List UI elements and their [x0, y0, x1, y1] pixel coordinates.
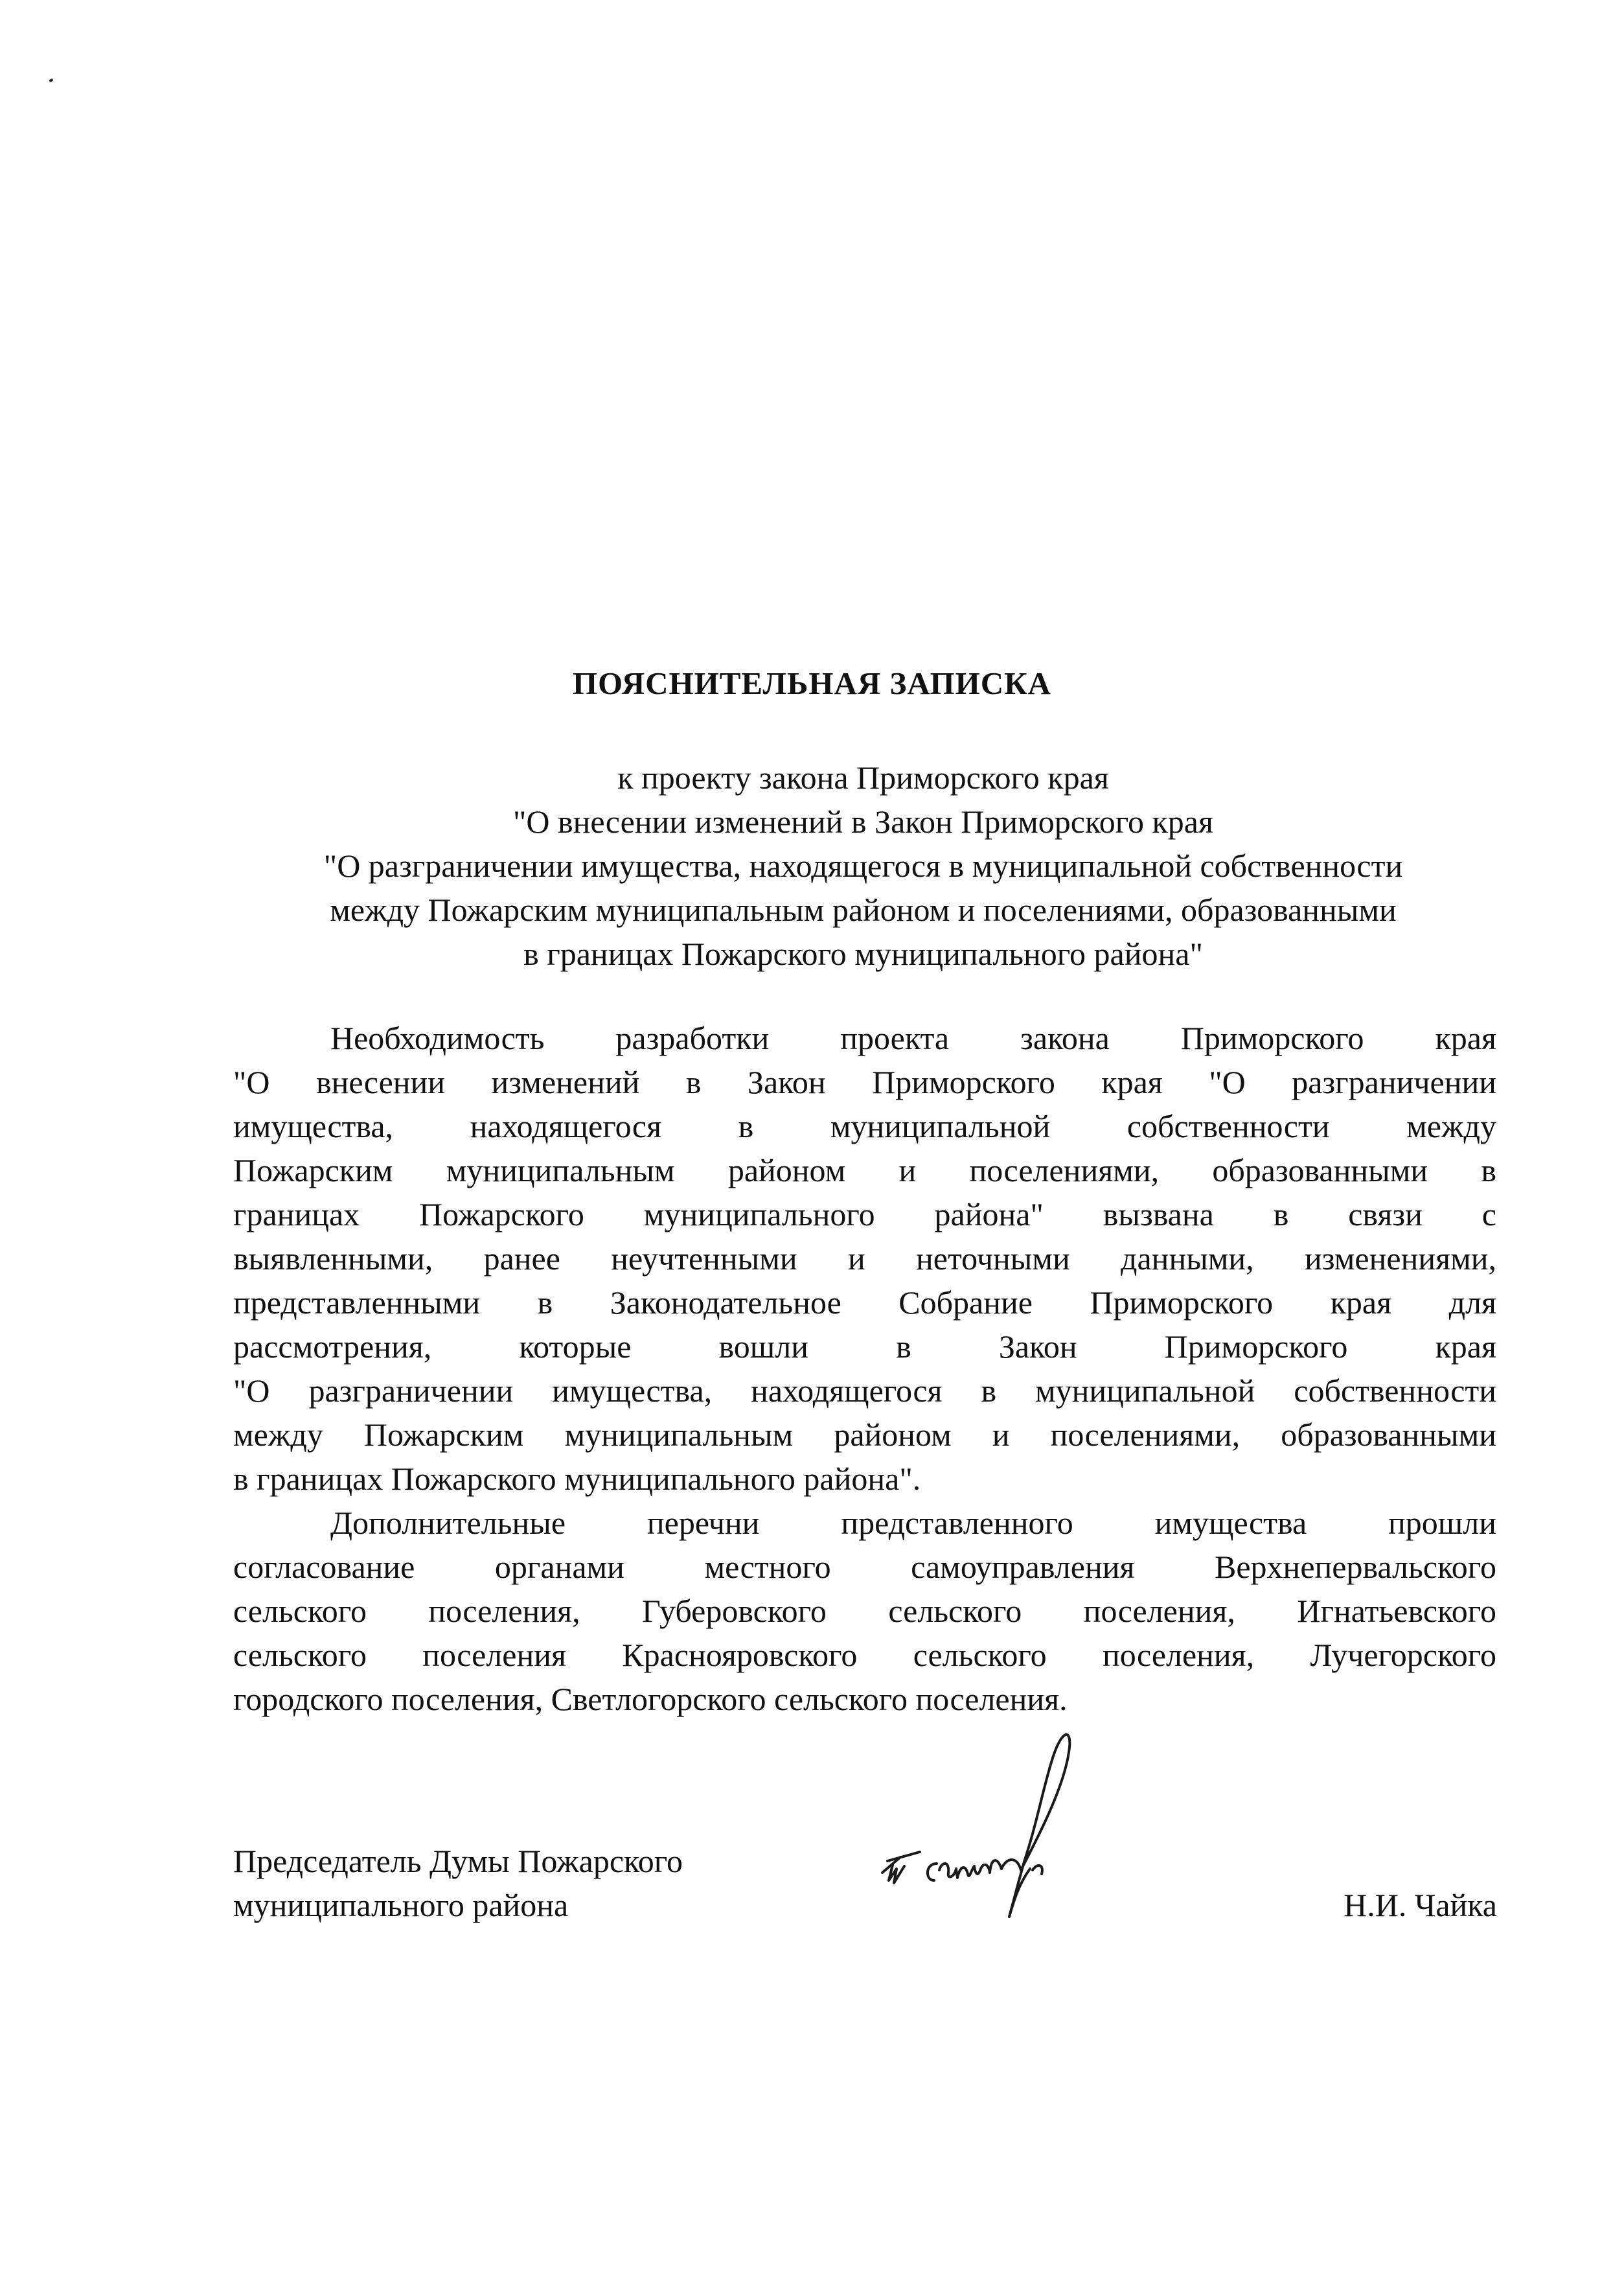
- body-line: сельского поселения, Губеровского сельского поселения, Игнатьевского: [233, 1593, 1496, 1629]
- subtitle-line: "О внесении изменений в Закон Приморского края: [512, 803, 1213, 840]
- scan-speck: [49, 78, 53, 82]
- subtitle-line: к проекту закона Приморского края: [617, 759, 1109, 796]
- signatory-position-line: муниципального района: [233, 1887, 569, 1923]
- body-line: Необходимость разработки проекта закона Приморского края: [330, 1020, 1496, 1056]
- body-line: городского поселения, Светлогорского сельского поселения.: [233, 1681, 1068, 1717]
- body-line: согласование органами местного самоуправления Верхнепервальского: [233, 1549, 1496, 1585]
- body-line: имущества, находящегося в муниципальной собственности между: [233, 1108, 1496, 1144]
- document-title: ПОЯСНИТЕЛЬНАЯ ЗАПИСКА: [572, 665, 1052, 701]
- body-line: Дополнительные перечни представленного имущества прошли: [330, 1505, 1496, 1541]
- body-line: сельского поселения Краснояровского сельского поселения, Лучегорского: [233, 1637, 1496, 1673]
- body-line: границах Пожарского муниципального района" вызвана в связи с: [233, 1196, 1496, 1232]
- document-body: [233, 1016, 1496, 1721]
- body-line: рассмотрения, которые вошли в Закон Приморского края: [233, 1328, 1496, 1365]
- body-line: в границах Пожарского муниципального района".: [233, 1461, 921, 1497]
- body-line: "О разграничении имущества, находящегося в муниципальной собственности: [233, 1372, 1496, 1409]
- paragraph-2: [233, 1501, 1496, 1721]
- signatory-position-line: Председатель Думы Пожарского: [233, 1843, 683, 1879]
- signatory-position: [233, 1839, 683, 1927]
- body-line: "О внесении изменений в Закон Приморского края "О разграничении: [233, 1064, 1496, 1100]
- subtitle-line: между Пожарским муниципальным районом и поселениями, образованными: [330, 892, 1397, 928]
- handwritten-signature: [875, 1711, 1147, 1924]
- body-line: между Пожарским муниципальным районом и поселениями, образованными: [233, 1416, 1496, 1453]
- paragraph-1: [233, 1016, 1496, 1501]
- body-line: Пожарским муниципальным районом и поселениями, образованными в: [233, 1152, 1496, 1188]
- subtitle-line: "О разграничении имущества, находящегося в муниципальной собственности: [323, 848, 1403, 884]
- body-line: выявленными, ранее неучтенными и неточными данными, изменениями,: [233, 1240, 1496, 1277]
- body-line: представленными в Законодательное Собрание Приморского края для: [233, 1284, 1496, 1321]
- subtitle-line: в границах Пожарского муниципального района": [523, 936, 1203, 972]
- document-subtitle: [220, 756, 1506, 976]
- signatory-name: Н.И. Чайка: [1344, 1887, 1497, 1923]
